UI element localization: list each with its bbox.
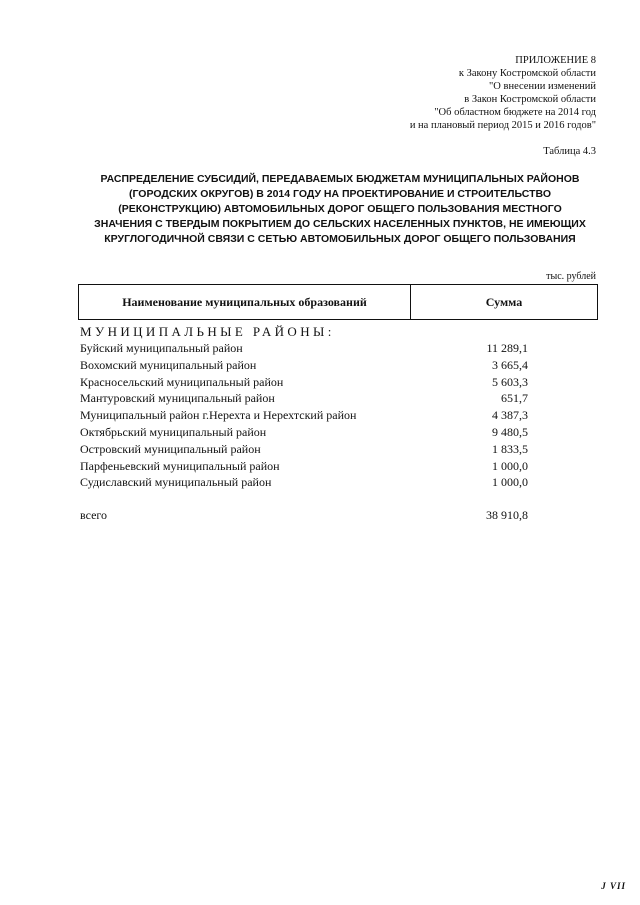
row-name: Мантуровский муниципальный район xyxy=(80,391,275,406)
row-name: Муниципальный район г.Нерехта и Нерехтский район xyxy=(80,408,357,423)
table-row xyxy=(80,340,600,357)
page-mark: J VII xyxy=(601,881,626,891)
table-row xyxy=(80,474,600,491)
table-row xyxy=(80,458,600,475)
column-header-sum: Сумма xyxy=(485,294,523,309)
row-amount: 4 387,3 xyxy=(492,408,528,423)
table-row xyxy=(80,390,600,407)
table-row xyxy=(80,374,600,391)
units-label: тыс. рублей xyxy=(546,271,596,282)
row-name: Красносельский муниципальный район xyxy=(80,374,284,389)
row-amount: 1 000,0 xyxy=(492,475,528,490)
header-line: к Закону Костромской области xyxy=(458,68,596,79)
appendix-header xyxy=(410,54,596,132)
table-row xyxy=(80,424,600,441)
total-row xyxy=(80,507,600,524)
row-amount: 3 665,4 xyxy=(492,357,528,372)
total-label: всего xyxy=(80,508,108,522)
total-amount: 38 910,8 xyxy=(486,508,528,522)
row-amount: 9 480,5 xyxy=(492,424,528,439)
title-line: КРУГЛОГОДИЧНОЙ СВЯЗИ С СЕТЬЮ АВТОМОБИЛЬНЫХ ДОРОГ ОБЩЕГО ПОЛЬЗОВАНИЯ xyxy=(104,233,576,245)
row-name: Октябрьский муниципальный район xyxy=(80,424,267,439)
header-line: и на плановый период 2015 и 2016 годов" xyxy=(409,120,596,131)
table-row xyxy=(80,407,600,424)
header-line: "О внесении изменений xyxy=(489,81,596,92)
row-name: Буйский муниципальный район xyxy=(80,341,243,355)
document-title xyxy=(70,172,610,247)
header-line: в Закон Костромской области xyxy=(464,94,596,105)
table-number: Таблица 4.3 xyxy=(543,146,596,157)
table-header xyxy=(78,284,598,320)
title-line: РАСПРЕДЕЛЕНИЕ СУБСИДИЙ, ПЕРЕДАВАЕМЫХ БЮДЖЕТАМ МУНИЦИПАЛЬНЫХ РАЙОНОВ xyxy=(100,173,580,185)
title-line: (ГОРОДСКИХ ОКРУГОВ) В 2014 ГОДУ НА ПРОЕКТИРОВАНИЕ И СТРОИТЕЛЬСТВО xyxy=(128,188,552,200)
row-name: Вохомский муниципальный район xyxy=(80,357,257,372)
row-name: Островский муниципальный район xyxy=(80,441,261,456)
row-amount: 5 603,3 xyxy=(492,374,528,389)
row-amount: 1 000,0 xyxy=(492,458,528,473)
row-name: Судиславский муниципальный район xyxy=(80,475,272,490)
row-amount: 11 289,1 xyxy=(486,341,528,355)
title-line: ЗНАЧЕНИЯ С ТВЕРДЫМ ПОКРЫТИЕМ ДО СЕЛЬСКИХ НАСЕЛЕННЫХ ПУНКТОВ, НЕ ИМЕЮЩИХ xyxy=(94,218,586,230)
table-body xyxy=(80,340,600,491)
section-label: МУНИЦИПАЛЬНЫЕ РАЙОНЫ: xyxy=(80,324,335,339)
title-line: (РЕКОНСТРУКЦИЮ) АВТОМОБИЛЬНЫХ ДОРОГ ОБЩЕГО ПОЛЬЗОВАНИЯ МЕСТНОГО xyxy=(118,203,562,215)
header-line: ПРИЛОЖЕНИЕ 8 xyxy=(515,55,596,66)
table-row xyxy=(80,441,600,458)
column-header-name: Наименование муниципальных образований xyxy=(79,285,411,319)
header-line: "Об областном бюджете на 2014 год xyxy=(434,107,596,118)
row-amount: 651,7 xyxy=(501,391,528,406)
row-amount: 1 833,5 xyxy=(492,441,528,456)
row-name: Парфеньевский муниципальный район xyxy=(80,458,280,473)
table-row xyxy=(80,357,600,374)
